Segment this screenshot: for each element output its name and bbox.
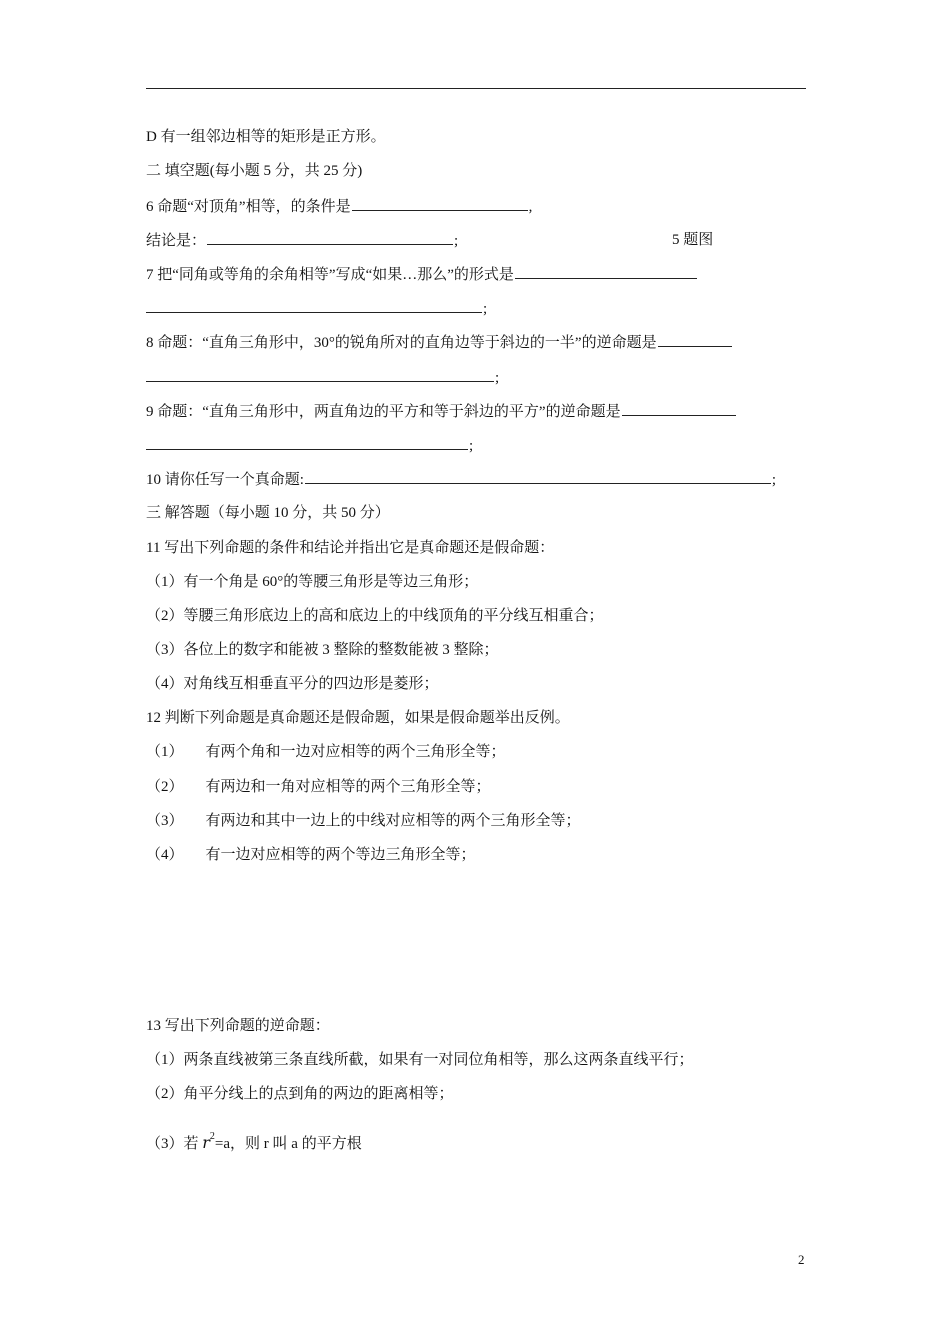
- q10-semicolon: ;: [771, 472, 777, 488]
- q13-exponent: 2: [209, 1131, 215, 1142]
- q12-item-3-number: （3）: [146, 813, 184, 829]
- q13-item-1: （1）两条直线被第三条直线所截，如果有一对同位角相等，那么这两条直线平行；: [146, 1052, 694, 1068]
- q13-variable-r: r: [202, 1133, 210, 1152]
- q8-blank-1[interactable]: [658, 332, 732, 347]
- q9-semicolon: ;: [469, 438, 474, 454]
- q13-item-3: [146, 1133, 362, 1154]
- option-d: D 有一组邻边相等的矩形是正方形。: [146, 129, 386, 145]
- q12-item-3-text: 有两边和其中一边上的中线对应相等的两个三角形全等；: [205, 813, 581, 829]
- q10-blank[interactable]: [305, 469, 771, 484]
- q6-conclusion-label: 结论是：: [146, 233, 207, 249]
- q12-item-4-text: 有一边对应相等的两个等边三角形全等；: [205, 847, 476, 863]
- question-6-condition: [146, 196, 532, 217]
- q6-comma: ,: [528, 199, 533, 215]
- question-13: 13 写出下列命题的逆命题：: [146, 1018, 330, 1034]
- q12-item-1-number: （1）: [146, 744, 184, 760]
- header-rule: [146, 88, 806, 89]
- page-number: 2: [798, 1252, 805, 1267]
- question-6-conclusion: [146, 230, 458, 251]
- q6-condition-blank[interactable]: [352, 196, 528, 211]
- section-3-heading: 三 解答题（每小题 10 分，共 50 分）: [146, 505, 390, 521]
- q7-blank-2[interactable]: [146, 298, 482, 313]
- q9-blank-1[interactable]: [622, 401, 736, 416]
- q11-item-4: （4）对角线互相垂直平分的四边形是菱形；: [146, 676, 439, 692]
- q7-semicolon: ;: [483, 301, 488, 317]
- question-9: [146, 401, 737, 422]
- q13-item-3-prefix: （3）若: [146, 1136, 199, 1152]
- q9-blank-2[interactable]: [146, 435, 468, 450]
- q6-semicolon: ;: [454, 233, 459, 249]
- q11-item-2: （2）等腰三角形底边上的高和底边上的中线顶角的平分线互相重合；: [146, 608, 604, 624]
- q12-item-4-number: （4）: [146, 847, 184, 863]
- q8-text: 8 命题：“直角三角形中，30°的锐角所对的直角边等于斜边的一半”的逆命题是: [146, 335, 657, 351]
- q12-item-2: [146, 777, 491, 797]
- question-11: 11 写出下列命题的条件和结论并指出它是真命题还是假命题：: [146, 540, 555, 556]
- q6-conclusion-blank[interactable]: [207, 230, 453, 245]
- q11-item-1: （1）有一个角是 60°的等腰三角形是等边三角形；: [146, 574, 479, 590]
- q6-text: 6 命题“对顶角”相等，的条件是: [146, 199, 351, 215]
- q12-item-1: [146, 742, 506, 762]
- q13-item-2: （2）角平分线上的点到角的两边的距离相等；: [146, 1086, 454, 1102]
- q12-item-1-text: 有两个角和一边对应相等的两个三角形全等；: [205, 744, 506, 760]
- question-8-cont: [146, 367, 499, 388]
- question-12: 12 判断下列命题是真命题还是假命题，如果是假命题举出反例。: [146, 710, 570, 726]
- q7-blank-1[interactable]: [515, 264, 697, 279]
- q12-item-2-number: （2）: [146, 779, 184, 795]
- q10-text: 10 请你任写一个真命题:: [146, 472, 304, 488]
- question-7-cont: [146, 298, 487, 319]
- q11-item-3: （3）各位上的数字和能被 3 整除的整数能被 3 整除；: [146, 642, 499, 658]
- q9-text: 9 命题：“直角三角形中，两直角边的平方和等于斜边的平方”的逆命题是: [146, 404, 621, 420]
- q12-item-3: [146, 811, 581, 831]
- q8-blank-2[interactable]: [146, 367, 494, 382]
- section-2-heading: 二 填空题(每小题 5 分，共 25 分): [146, 163, 363, 179]
- figure-5-label: 5 题图: [672, 232, 714, 248]
- question-7: [146, 264, 698, 285]
- q13-item-3-suffix: =a，则 r 叫 a 的平方根: [214, 1136, 362, 1152]
- q7-text: 7 把“同角或等角的余角相等”写成“如果…那么”的形式是: [146, 267, 514, 283]
- q8-semicolon: ;: [495, 370, 500, 386]
- question-8: [146, 332, 733, 353]
- question-9-cont: [146, 435, 473, 456]
- question-10: [146, 469, 776, 490]
- q12-item-2-text: 有两边和一角对应相等的两个三角形全等；: [205, 779, 491, 795]
- q12-item-4: [146, 845, 476, 865]
